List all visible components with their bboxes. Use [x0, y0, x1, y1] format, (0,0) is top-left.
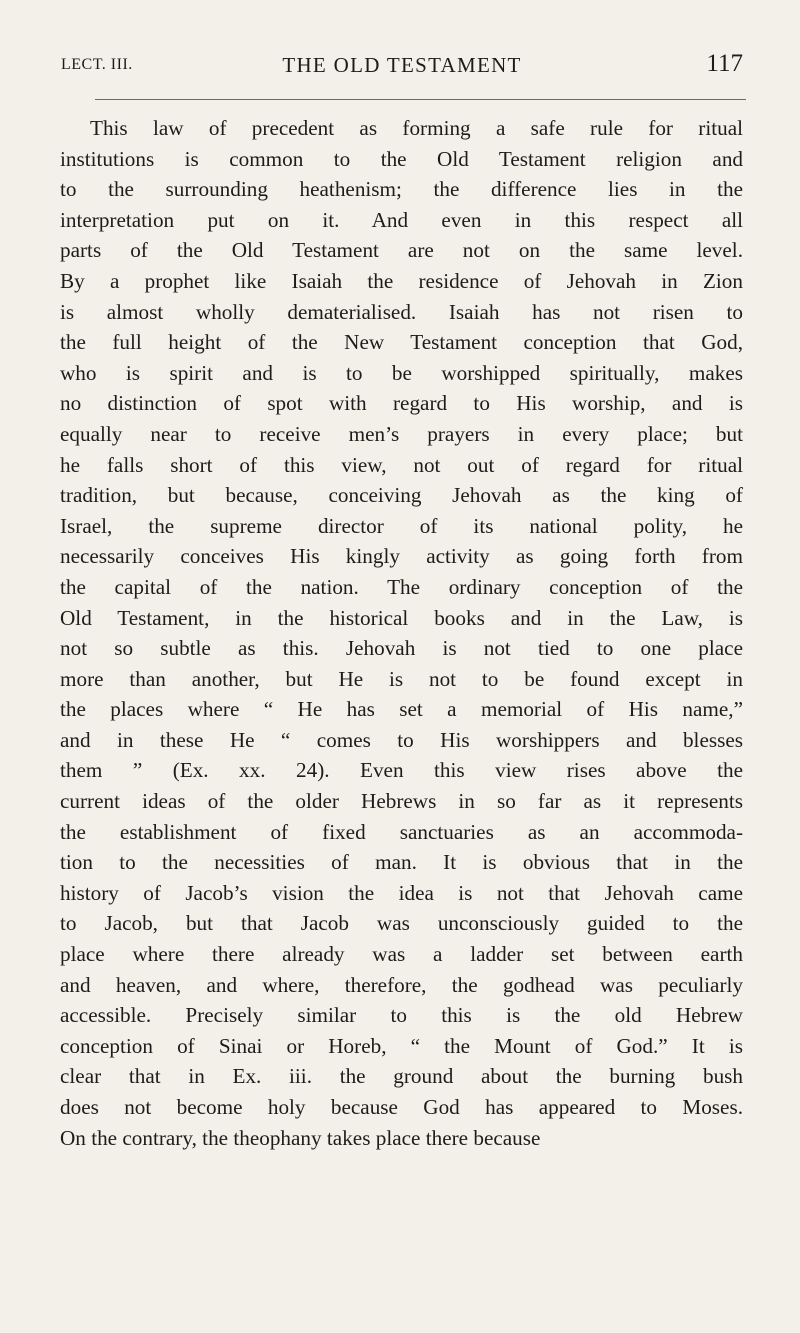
text-line: institutions is common to the Old Testament religion and [60, 146, 743, 171]
text-line: clear that in Ex. iii. the ground about the burning bush [60, 1064, 743, 1089]
text-line: interpretation put on it. And even in this respect all [60, 207, 743, 232]
page-number: 117 [706, 50, 743, 77]
text-line: parts of the Old Testament are not on the same level. [60, 238, 743, 263]
text-line: more than another, but He is not to be found except in [60, 666, 743, 691]
text-line: to the surrounding heathenism; the difference lies in the [60, 177, 743, 202]
header-rule [95, 99, 746, 100]
text-line: conception of Sinai or Horeb, “ the Mount of God.” It is [60, 1033, 743, 1058]
text-line: the capital of the nation. The ordinary conception of the [60, 574, 743, 599]
text-line: and in these He “ comes to His worshippers and blesses [60, 727, 743, 752]
text-line: not so subtle as this. Jehovah is not tied to one place [60, 636, 743, 661]
text-line: necessarily conceives His kingly activity as going forth from [60, 544, 743, 569]
text-line: Israel, the supreme director of its national polity, he [60, 513, 743, 538]
text-line: who is spirit and is to be worshipped spiritually, makes [60, 360, 743, 385]
text-line: is almost wholly dematerialised. Isaiah has not risen to [60, 299, 743, 324]
text-line: Old Testament, in the historical books and in the Law, is [60, 605, 743, 630]
text-line: On the contrary, the theophany takes place there because [60, 1125, 541, 1150]
text-line: equally near to receive men’s prayers in every place; but [60, 421, 743, 446]
text-line: to Jacob, but that Jacob was unconsciously guided to the [60, 911, 743, 936]
lecture-label: LECT. III. [61, 56, 133, 73]
text-line: them ” (Ex. xx. 24). Even this view rises above the [60, 758, 743, 783]
text-line: By a prophet like Isaiah the residence of Jehovah in Zion [60, 268, 743, 293]
text-line: history of Jacob’s vision the idea is not that Jehovah came [60, 880, 743, 905]
text-line: This law of precedent as forming a safe rule for ritual [90, 116, 743, 140]
text-line: accessible. Precisely similar to this is the old Hebrew [60, 1003, 743, 1028]
body-text [60, 113, 743, 1153]
running-title: THE OLD TESTAMENT [282, 53, 522, 77]
running-header [61, 50, 743, 90]
text-line: place where there already was a ladder set between earth [60, 942, 743, 967]
text-line: the establishment of fixed sanctuaries as an accommoda- [60, 819, 743, 844]
text-line: the places where “ He has set a memorial of His name,” [60, 697, 743, 722]
text-line: tion to the necessities of man. It is obvious that in the [60, 850, 743, 875]
text-line: no distinction of spot with regard to His worship, and is [60, 391, 743, 416]
text-line: does not become holy because God has appeared to Moses. [60, 1095, 743, 1119]
text-line: current ideas of the older Hebrews in so far as it represents [60, 789, 743, 814]
text-line: he falls short of this view, not out of regard for ritual [60, 452, 743, 477]
text-line: and heaven, and where, therefore, the godhead was peculiarly [60, 972, 743, 997]
text-line: the full height of the New Testament conception that God, [60, 330, 743, 355]
text-line: tradition, but because, conceiving Jehovah as the king of [60, 483, 743, 508]
